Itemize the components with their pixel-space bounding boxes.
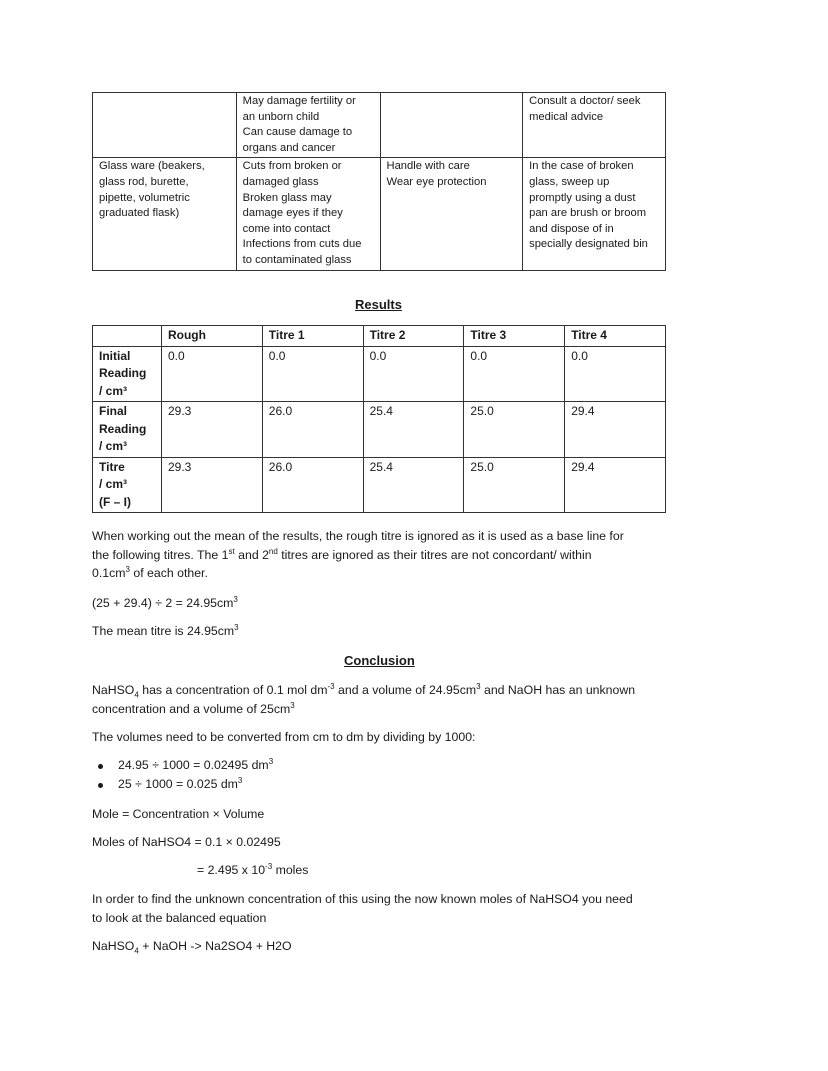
cell-text: Cuts from broken or bbox=[242, 160, 342, 173]
cell-text: to contaminated glass bbox=[242, 253, 352, 266]
paragraph-line bbox=[92, 546, 624, 565]
text-run: 0.1cm bbox=[92, 566, 126, 580]
cell-text: Infections from cuts due bbox=[242, 238, 362, 251]
subscript: 4 bbox=[134, 690, 139, 700]
row-header-text: / cm³ bbox=[99, 477, 128, 491]
bullet-icon bbox=[98, 764, 103, 769]
text-run: 24.95 ÷ 1000 = 0.02495 dm bbox=[118, 758, 269, 772]
row-header bbox=[93, 346, 162, 402]
order-paragraph bbox=[92, 890, 633, 927]
text-run: titres are ignored as their titres are not concordant/ within bbox=[277, 547, 592, 562]
data-cell: 29.4 bbox=[565, 457, 666, 513]
text-run: NaHSO bbox=[92, 683, 135, 697]
text-run: and 2 bbox=[234, 547, 269, 562]
mean-result bbox=[92, 622, 239, 641]
row-header bbox=[93, 457, 162, 513]
column-header: Rough bbox=[161, 326, 262, 347]
emergency-cell bbox=[523, 93, 666, 158]
text-run: NaHSO bbox=[92, 939, 135, 953]
superscript: -3 bbox=[265, 861, 273, 871]
hazard-cell bbox=[93, 158, 237, 270]
paragraph-line: to look at the balanced equation bbox=[92, 910, 267, 925]
data-cell: 0.0 bbox=[363, 346, 464, 402]
cell-text: May damage fertility or bbox=[242, 95, 356, 107]
paragraph-line: In order to find the unknown concentration of this using the now known moles of NaHSO4 you need bbox=[92, 892, 633, 906]
superscript: 3 bbox=[268, 756, 274, 766]
emergency-cell bbox=[523, 158, 666, 270]
text-run: and a volume of 24.95cm bbox=[334, 683, 477, 697]
cell-text: pan are brush or broom bbox=[529, 207, 647, 220]
corner-cell bbox=[93, 326, 162, 347]
superscript: 3 bbox=[290, 700, 295, 710]
cell-text: and dispose of in bbox=[529, 222, 614, 235]
hazard-cell bbox=[93, 93, 237, 158]
subscript: 4 bbox=[134, 946, 139, 956]
cell-text: an unborn child bbox=[242, 110, 320, 123]
column-header: Titre 2 bbox=[363, 326, 464, 347]
superscript: -3 bbox=[327, 681, 335, 691]
balanced-equation bbox=[92, 937, 292, 956]
row-header-text: Final bbox=[99, 404, 128, 418]
control-cell bbox=[380, 158, 523, 270]
mean-calculation bbox=[92, 594, 238, 613]
paragraph-line bbox=[92, 700, 635, 719]
data-cell: 25.0 bbox=[464, 457, 565, 513]
cell-text: glass rod, burette, bbox=[99, 175, 189, 188]
superscript: 3 bbox=[234, 622, 239, 632]
column-header: Titre 1 bbox=[262, 326, 363, 347]
cell-text: Glass ware (beakers, bbox=[99, 160, 205, 173]
cell-text: Can cause damage to bbox=[242, 126, 353, 139]
mean-paragraph bbox=[92, 527, 624, 583]
results-heading: Results bbox=[355, 297, 402, 312]
results-table bbox=[92, 325, 666, 513]
text-run: + NaOH -> Na2SO4 + H2O bbox=[138, 939, 292, 953]
data-cell: 29.3 bbox=[161, 457, 262, 513]
table-header-row bbox=[93, 326, 666, 347]
table-row bbox=[93, 158, 666, 270]
cell-text: damage eyes if they bbox=[242, 207, 343, 220]
cell-text: Broken glass may bbox=[242, 191, 332, 204]
text-run: of each other. bbox=[129, 566, 208, 580]
row-header-text: Reading bbox=[99, 366, 147, 380]
superscript: nd bbox=[268, 546, 278, 556]
mole-formula: Mole = Concentration × Volume bbox=[92, 807, 265, 821]
conversion-text: The volumes need to be converted from cm to dm by dividing by 1000: bbox=[92, 730, 476, 744]
cell-text: medical advice bbox=[529, 110, 604, 123]
cell-text: In the case of broken bbox=[529, 160, 634, 173]
table-row bbox=[93, 346, 666, 402]
risk-cell bbox=[236, 158, 380, 270]
table-row bbox=[93, 457, 666, 513]
row-header bbox=[93, 402, 162, 458]
row-header-text: Reading bbox=[99, 421, 147, 436]
row-header-text: / cm³ bbox=[99, 383, 128, 398]
row-header-text: Titre bbox=[99, 459, 125, 474]
data-cell: 29.4 bbox=[565, 402, 666, 458]
data-cell: 26.0 bbox=[262, 457, 363, 513]
table-row bbox=[93, 93, 666, 158]
data-cell: 25.4 bbox=[363, 402, 464, 458]
list-item bbox=[118, 758, 273, 772]
superscript: 3 bbox=[125, 564, 130, 574]
text-run: (25 + 29.4) ÷ 2 = 24.95cm bbox=[92, 596, 234, 610]
text-run: has a concentration of 0.1 mol dm bbox=[138, 683, 328, 697]
data-cell: 0.0 bbox=[262, 346, 363, 402]
moles-result bbox=[197, 861, 308, 880]
cell-text: organs and cancer bbox=[242, 141, 336, 154]
cell-text: promptly using a dust bbox=[529, 191, 636, 204]
risk-assessment-table bbox=[92, 92, 666, 271]
row-header-text: Initial bbox=[99, 348, 131, 363]
cell-text: specially designated bin bbox=[529, 238, 648, 251]
cell-text: Wear eye protection bbox=[386, 175, 487, 188]
moles-calculation: Moles of NaHSO4 = 0.1 × 0.02495 bbox=[92, 835, 281, 849]
text-run: the following titres. The 1 bbox=[92, 547, 229, 562]
data-cell: 29.3 bbox=[161, 402, 262, 458]
superscript: 3 bbox=[476, 681, 481, 691]
superscript: 3 bbox=[233, 594, 238, 604]
conclusion-paragraph bbox=[92, 681, 635, 718]
cell-text: glass, sweep up bbox=[529, 175, 610, 188]
cell-text: Handle with care bbox=[386, 160, 470, 173]
column-header: Titre 4 bbox=[565, 326, 666, 347]
text-run: = 2.495 x 10 bbox=[197, 863, 266, 877]
data-cell: 0.0 bbox=[464, 346, 565, 402]
table-row bbox=[93, 402, 666, 458]
text-run: and NaOH has an unknown bbox=[480, 683, 636, 697]
data-cell: 26.0 bbox=[262, 402, 363, 458]
data-cell: 0.0 bbox=[565, 346, 666, 402]
row-header-text: / cm³ bbox=[99, 439, 128, 453]
cell-text: graduated flask) bbox=[99, 207, 180, 220]
control-cell bbox=[380, 93, 523, 158]
text-run: 25 ÷ 1000 = 0.025 dm bbox=[118, 777, 238, 791]
data-cell: 25.0 bbox=[464, 402, 565, 458]
data-cell: 0.0 bbox=[161, 346, 262, 402]
cell-text: pipette, volumetric bbox=[99, 191, 190, 204]
conclusion-heading: Conclusion bbox=[344, 653, 415, 668]
risk-cell bbox=[236, 93, 380, 158]
superscript: 3 bbox=[237, 775, 243, 785]
paragraph-line bbox=[92, 681, 635, 700]
data-cell: 25.4 bbox=[363, 457, 464, 513]
text-run: concentration and a volume of 25cm bbox=[92, 701, 291, 716]
row-header-text: (F – I) bbox=[99, 494, 131, 509]
column-header: Titre 3 bbox=[464, 326, 565, 347]
bullet-icon bbox=[98, 783, 103, 788]
cell-text: damaged glass bbox=[242, 175, 319, 188]
cell-text: Consult a doctor/ seek bbox=[529, 95, 641, 107]
paragraph-line bbox=[92, 564, 624, 583]
cell-text: come into contact bbox=[242, 222, 331, 235]
text-run: The mean titre is 24.95cm bbox=[92, 624, 235, 638]
text-run: moles bbox=[272, 863, 309, 877]
superscript: st bbox=[228, 546, 235, 556]
list-item bbox=[118, 777, 242, 791]
paragraph-line: When working out the mean of the results, the rough titre is ignored as it is used as a base line for bbox=[92, 529, 624, 543]
